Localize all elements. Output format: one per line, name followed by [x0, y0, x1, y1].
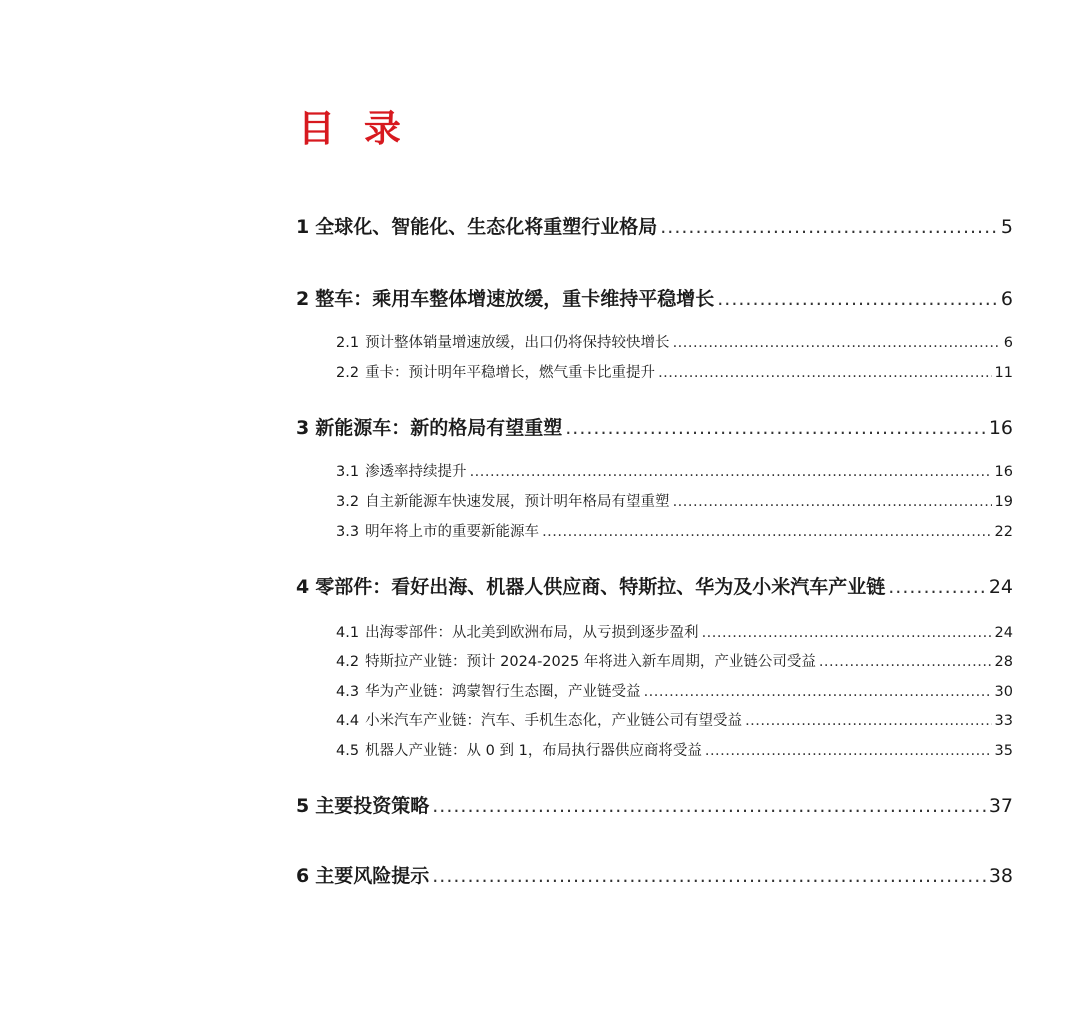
toc-number: 3.3 — [336, 524, 360, 540]
toc-number: 4.3 — [336, 684, 360, 700]
toc-title: 主要风险提示 — [315, 865, 430, 887]
toc-title: 整车：乘用车整体增速放缓，重卡维持平稳增长 — [315, 288, 715, 310]
dot-leader — [658, 365, 991, 381]
toc-entry-4-5[interactable] — [336, 739, 1013, 761]
toc-number: 3 — [296, 417, 310, 439]
toc-page-number: 37 — [988, 795, 1013, 817]
toc-entry-5[interactable] — [296, 791, 1013, 819]
toc-page-number: 30 — [994, 684, 1013, 700]
toc-page-number: 6 — [1003, 335, 1013, 351]
toc-number: 4.2 — [336, 654, 360, 670]
dot-leader — [432, 795, 986, 817]
toc-entry-2-2[interactable] — [336, 361, 1013, 383]
toc-entry-3-3[interactable] — [336, 520, 1013, 542]
toc-title: 明年将上市的重要新能源车 — [365, 524, 540, 540]
toc-title: 自主新能源车快速发展，预计明年格局有望重塑 — [365, 494, 670, 510]
toc-page-number: 22 — [994, 524, 1013, 540]
toc-entry-3[interactable] — [296, 413, 1013, 441]
dot-leader — [644, 684, 992, 700]
toc-entry-6[interactable] — [296, 861, 1013, 889]
toc-number: 3.2 — [336, 494, 360, 510]
toc-number: 2.1 — [336, 335, 360, 351]
toc-entry-4-1[interactable] — [336, 621, 1013, 643]
toc-page-number: 19 — [994, 494, 1013, 510]
dot-leader — [470, 464, 992, 480]
toc-entry-2[interactable] — [296, 284, 1013, 312]
dot-leader — [432, 865, 986, 887]
toc-entry-4-4[interactable] — [336, 709, 1013, 731]
toc-entry-3-2[interactable] — [336, 490, 1013, 512]
toc-page-number: 38 — [988, 865, 1013, 887]
dot-leader — [673, 335, 1001, 351]
toc-title: 零部件：看好出海、机器人供应商、特斯拉、华为及小米汽车产业链 — [315, 576, 886, 598]
toc-page-number: 33 — [994, 713, 1013, 729]
toc-title: 新能源车：新的格局有望重塑 — [315, 417, 563, 439]
dot-leader — [565, 417, 986, 439]
toc-number: 4 — [296, 576, 310, 598]
toc-entry-4[interactable] — [296, 572, 1013, 600]
dot-leader — [542, 524, 991, 540]
toc-page-number: 24 — [994, 625, 1013, 641]
dot-leader — [745, 713, 991, 729]
toc-page-number: 24 — [988, 576, 1013, 598]
page-title: 目 录 — [298, 107, 409, 150]
dot-leader — [819, 654, 992, 670]
toc-entry-1[interactable] — [296, 212, 1013, 240]
toc-title: 特斯拉产业链：预计 2024-2025 年将进入新车周期，产业链公司受益 — [365, 654, 816, 670]
toc-title: 华为产业链：鸿蒙智行生态圈，产业链受益 — [365, 684, 641, 700]
dot-leader — [660, 216, 998, 238]
toc-page-number: 5 — [1000, 216, 1013, 238]
toc-title: 渗透率持续提升 — [365, 464, 467, 480]
dot-leader — [888, 576, 986, 598]
toc-title: 机器人产业链：从 0 到 1，布局执行器供应商将受益 — [365, 743, 702, 759]
toc-entry-3-1[interactable] — [336, 460, 1013, 482]
toc-page-number: 35 — [994, 743, 1013, 759]
dot-leader — [705, 743, 992, 759]
toc-number: 3.1 — [336, 464, 360, 480]
toc-entry-4-2[interactable] — [336, 650, 1013, 672]
dot-leader — [673, 494, 992, 510]
toc-number: 6 — [296, 865, 310, 887]
toc-number: 4.1 — [336, 625, 360, 641]
toc-title: 预计整体销量增速放缓，出口仍将保持较快增长 — [365, 335, 670, 351]
toc-entry-4-3[interactable] — [336, 680, 1013, 702]
toc-number: 2.2 — [336, 365, 360, 381]
toc-page-number: 6 — [1000, 288, 1013, 310]
toc-number: 4.4 — [336, 713, 360, 729]
toc-title: 重卡：预计明年平稳增长，燃气重卡比重提升 — [365, 365, 656, 381]
toc-title: 全球化、智能化、生态化将重塑行业格局 — [315, 216, 658, 238]
toc-number: 5 — [296, 795, 310, 817]
toc-title: 小米汽车产业链：汽车、手机生态化，产业链公司有望受益 — [365, 713, 743, 729]
toc-number: 4.5 — [336, 743, 360, 759]
toc-page-number: 28 — [994, 654, 1013, 670]
toc-page-number: 16 — [988, 417, 1013, 439]
dot-leader — [702, 625, 992, 641]
toc-number: 1 — [296, 216, 310, 238]
dot-leader — [717, 288, 998, 310]
toc-title: 出海零部件：从北美到欧洲布局，从亏损到逐步盈利 — [365, 625, 699, 641]
toc-page-number: 16 — [994, 464, 1013, 480]
toc-page-number: 11 — [994, 365, 1013, 381]
toc-title: 主要投资策略 — [315, 795, 430, 817]
toc-entry-2-1[interactable] — [336, 331, 1013, 353]
toc-number: 2 — [296, 288, 310, 310]
